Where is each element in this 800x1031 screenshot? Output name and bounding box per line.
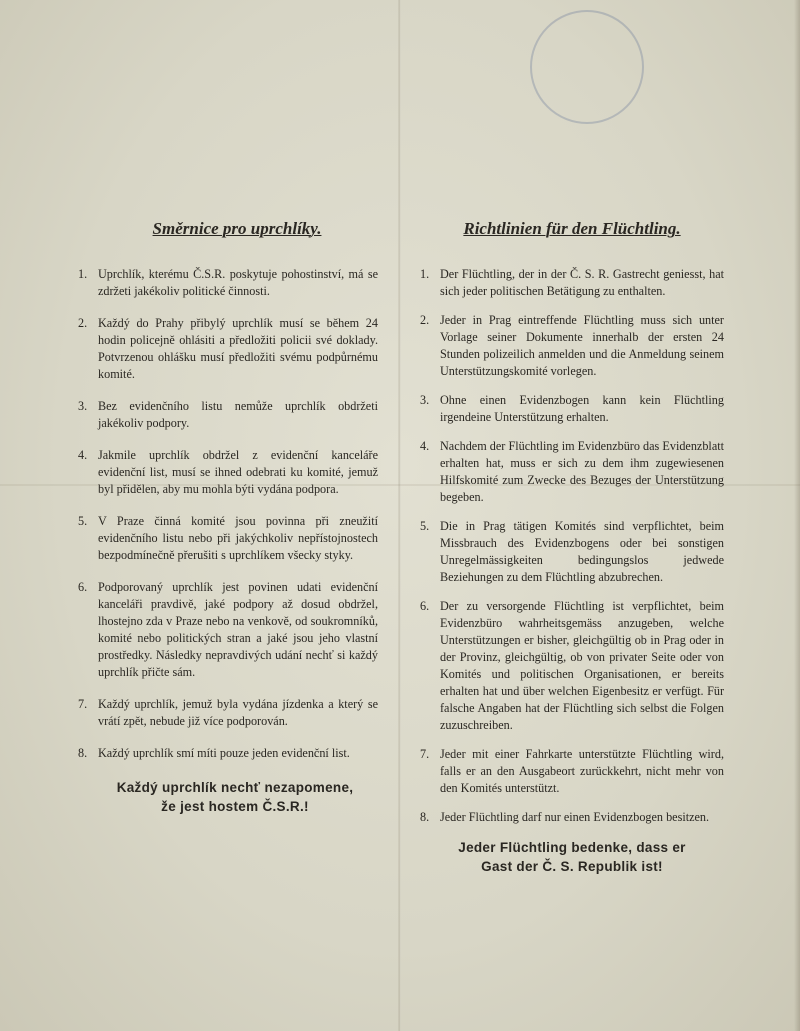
item-text: Uprchlík, kterému Č.S.R. poskytuje pohostinství, má se zdržeti jakékoliv politické činnosti.: [98, 267, 378, 298]
list-item: [78, 579, 378, 681]
item-text: V Praze činná komité jsou povinna při zneužití evidenčního listu nebo při jakýchkoliv nepřístojnostech bezpodmínečně přerušiti s uprchlíkem všecky styky.: [98, 514, 378, 562]
czech-guidelines-list: [78, 266, 378, 762]
list-item: [420, 809, 724, 826]
item-number: 2.: [420, 313, 430, 327]
item-text: Každý do Prahy přibylý uprchlík musí se během 24 hodin policejně ohlásiti a předložiti policii své doklady. Potvrzenou ohlášku musí předložiti svému podpůrnému komité.: [98, 316, 378, 381]
czech-footer: [92, 778, 378, 816]
list-item: [78, 315, 378, 383]
item-number: 5.: [78, 514, 88, 528]
german-footer-line1: Jeder Flüchtling bedenke, dass er: [458, 840, 686, 855]
item-text: Podporovaný uprchlík jest povinen udati evidenční kanceláři pravdivě, jaké podpory až dosud obdržel, lhostejno zda v Praze nebo na venkově, od soukromníků, komité nebo politických stran a jaké jsou jeho vlastní prostředky. Následky nepravdivých udání nechť si každý uprchlík přičte sám.: [98, 580, 378, 679]
item-number: 7.: [78, 697, 88, 711]
list-item: [78, 745, 378, 762]
list-item: [78, 513, 378, 564]
german-footer: [420, 838, 724, 876]
list-item: [420, 266, 724, 300]
item-number: 3.: [78, 399, 88, 413]
item-number: 5.: [420, 519, 430, 533]
czech-footer-line2: že jest hostem Č.S.R.!: [161, 799, 309, 814]
item-text: Bez evidenčního listu nemůže uprchlík obdržeti jakékoliv podpory.: [98, 399, 378, 430]
paper-edge: [794, 0, 800, 1031]
vertical-fold: [398, 0, 401, 1031]
item-text: Der Flüchtling, der in der Č. S. R. Gastrecht geniesst, hat sich jeder politischen Betätigung zu enthalten.: [440, 267, 724, 298]
item-text: Jeder in Prag eintreffende Flüchtling muss sich unter Vorlage seiner Dokumente innerhalb der ersten 24 Stunden polizeilich anmelden und die Anmeldung seinem Unterstützungskomité vorlegen.: [440, 313, 724, 378]
list-item: [420, 518, 724, 586]
item-text: Die in Prag tätigen Komités sind verpflichtet, beim Missbrauch des Evidenzbogens oder bei sonstigen Unregelmässigkeiten bedingungslos jedwede Beziehungen zu dem Flüchtling abzubrechen.: [440, 519, 724, 584]
list-item: [420, 312, 724, 380]
item-number: 8.: [78, 746, 88, 760]
list-item: [78, 696, 378, 730]
item-number: 1.: [420, 267, 430, 281]
list-item: [420, 392, 724, 426]
item-number: 3.: [420, 393, 430, 407]
item-number: 4.: [78, 448, 88, 462]
item-text: Der zu versorgende Flüchtling ist verpflichtet, beim Evidenzbüro wahrheitsgemäss anzugeben, welche Unterstützungen er bisher, gleichgültig ob in Prag oder in der Provinz, gleichgültig, ob von privater Seite oder von Komités und politischen Organisationen, er bereits erhalten hat und über welchen Eigenbesitz er verfügt. Für falsche Angaben hat der Flüchtling sich selbst die Folgen zuzuschreiben.: [440, 599, 724, 732]
list-item: [78, 266, 378, 300]
list-item: [420, 746, 724, 797]
item-number: 1.: [78, 267, 88, 281]
item-number: 6.: [420, 599, 430, 613]
german-footer-line2: Gast der Č. S. Republik ist!: [481, 859, 663, 874]
item-text: Každý uprchlík smí míti pouze jeden evidenční list.: [98, 746, 350, 760]
item-text: Jeder Flüchtling darf nur einen Evidenzbogen besitzen.: [440, 810, 710, 824]
german-column: [420, 218, 724, 876]
stamp-mark-icon: [530, 10, 644, 124]
item-number: 6.: [78, 580, 88, 594]
item-number: 8.: [420, 810, 430, 824]
item-text: Jakmile uprchlík obdržel z evidenční kanceláře evidenční list, musí se ihned odebrati ku komité, jemuž byl přidělen, aby mu mohla býti vydána podpora.: [98, 448, 378, 496]
german-heading: Richtlinien für den Flüchtling.: [463, 219, 681, 238]
item-number: 2.: [78, 316, 88, 330]
item-text: Jeder mit einer Fahrkarte unterstützte Flüchtling wird, falls er an den Ausgabeort zurückkehrt, nicht mehr von den Komités unterstützt.: [440, 747, 724, 795]
item-text: Ohne einen Evidenzbogen kann kein Flüchtling irgendeine Unterstützung erhalten.: [440, 393, 724, 424]
list-item: [420, 598, 724, 734]
czech-column: [78, 218, 378, 816]
czech-footer-line1: Každý uprchlík nechť nezapomene,: [116, 780, 354, 795]
item-text: Nachdem der Flüchtling im Evidenzbüro das Evidenzblatt erhalten hat, muss er sich zu dem ihm zugewiesenen Hilfskomité zum Zwecke des Bezuges der Unterstützung begeben.: [440, 439, 724, 504]
german-guidelines-list: [420, 266, 724, 826]
list-item: [78, 447, 378, 498]
list-item: [78, 398, 378, 432]
list-item: [420, 438, 724, 506]
item-text: Každý uprchlík, jemuž byla vydána jízdenka a který se vrátí zpět, nebude již více podporován.: [98, 697, 378, 728]
item-number: 4.: [420, 439, 430, 453]
item-number: 7.: [420, 747, 430, 761]
czech-heading: Směrnice pro uprchlíky.: [152, 219, 322, 238]
